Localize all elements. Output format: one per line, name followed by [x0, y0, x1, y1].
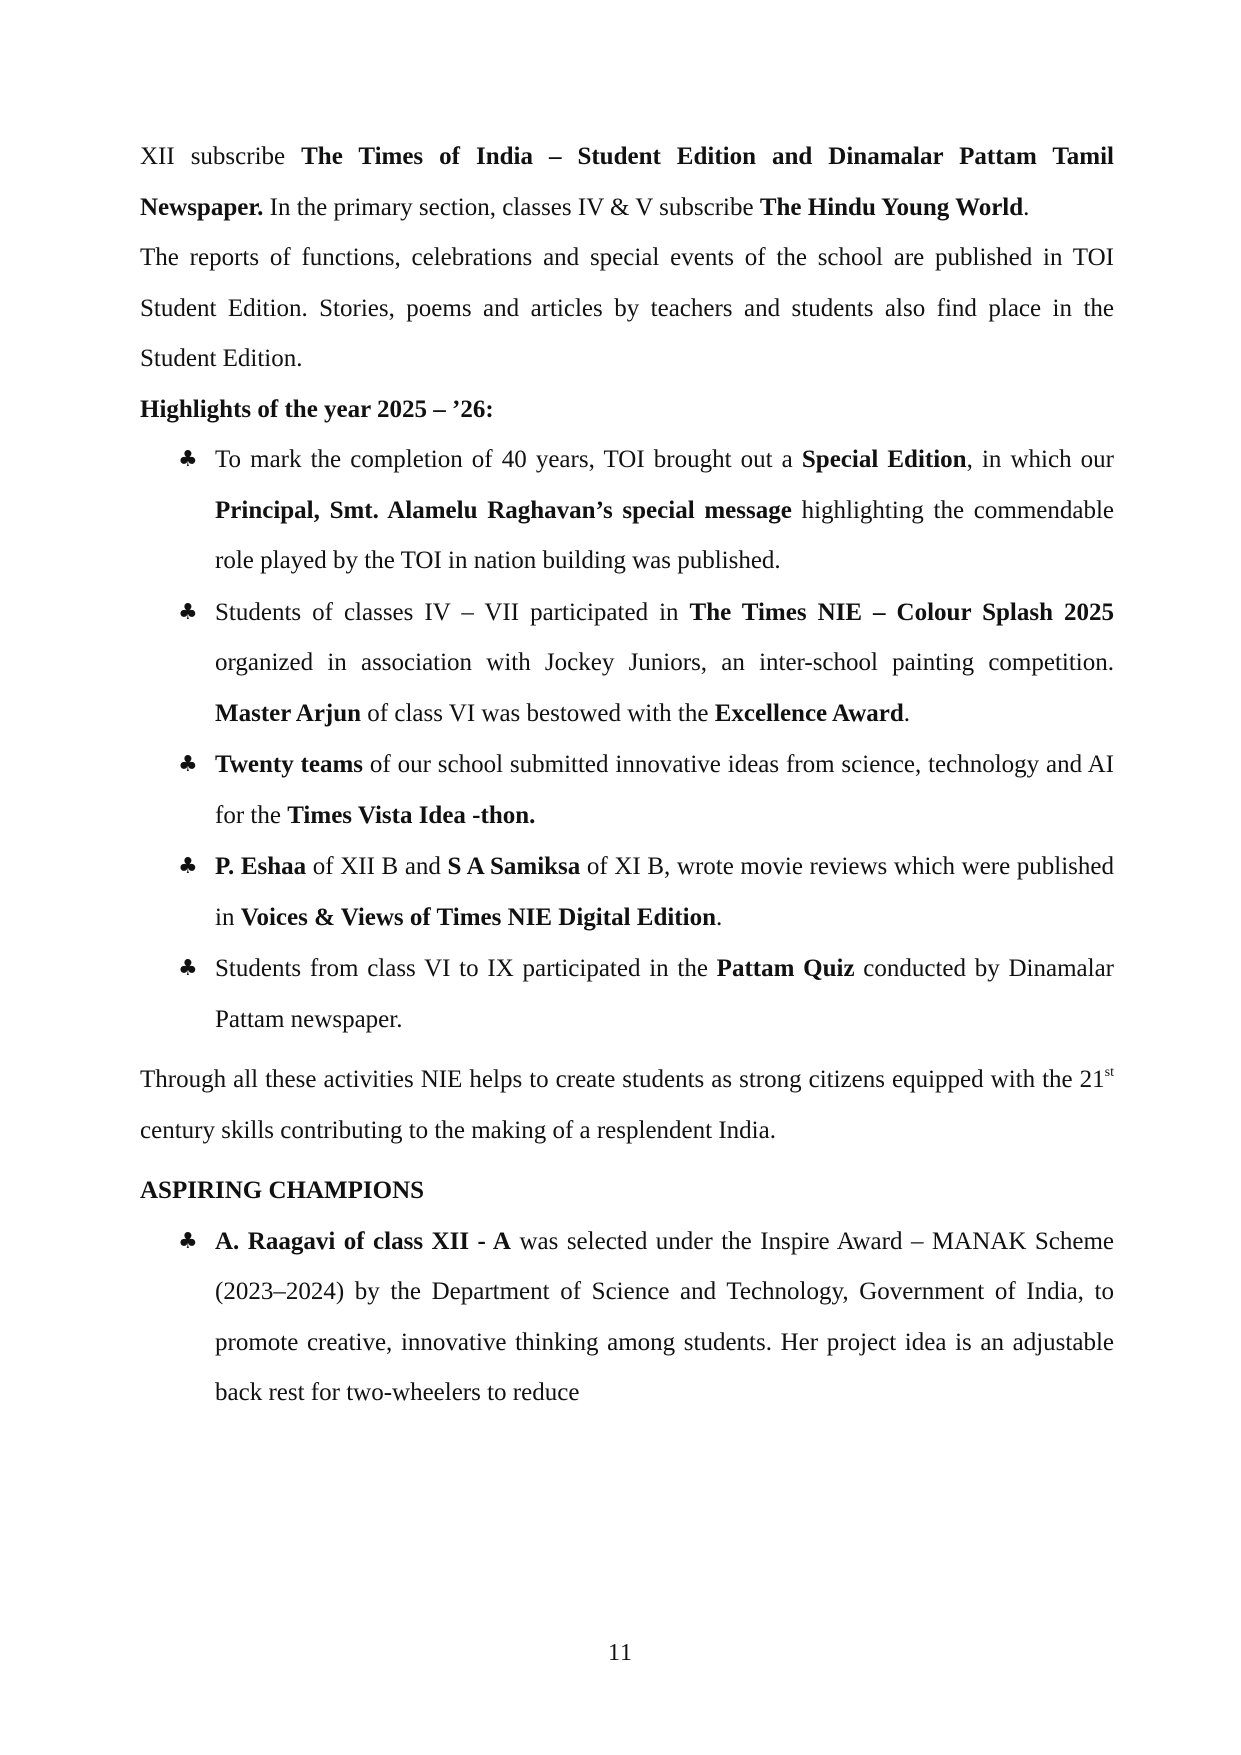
bold-text-run: Pattam Quiz: [716, 955, 855, 982]
bold-text-run: Principal, Smt. Alamelu Raghavan’s special message: [215, 496, 792, 524]
bold-text-run: Special Edition: [801, 446, 967, 473]
club-suit-icon: ♣: [178, 1228, 198, 1254]
bold-text-run: S A Samiksa: [447, 853, 581, 880]
bold-text-run: The Times NIE – Colour Splash 2025: [689, 598, 1114, 626]
bold-text-run: The Hindu Young World: [759, 193, 1024, 221]
page-number: 11: [607, 1640, 634, 1666]
list-item: [140, 944, 1114, 1045]
intro-paragraph-reports: The reports of functions, celebrations and special events of the school are published in TOI Student Edition. Stories, poems and articles by teachers and students also find place in the Student Edition.: [140, 244, 1114, 372]
text-run: of XII B and: [306, 853, 448, 880]
list-item: [140, 842, 1114, 943]
text-run: XII subscribe: [140, 143, 302, 170]
text-run: .: [1023, 193, 1030, 221]
text-run: Students from class VI to IX participated in the: [215, 955, 717, 982]
bold-text-run: Times Vista Idea -thon.: [287, 801, 536, 829]
club-suit-icon: ♣: [178, 752, 198, 777]
text-run: highlighting the commendable role played by the TOI in nation building was published.: [215, 496, 1114, 574]
text-run: of class VI was bestowed with the: [361, 699, 715, 727]
highlights-heading: Highlights of the year 2025 – ’26:: [140, 395, 494, 423]
text-run: .: [715, 903, 723, 931]
text-run: century skills contributing to the making of a resplendent India.: [140, 1116, 776, 1144]
bold-text-run: Master Arjun: [215, 699, 362, 727]
intro-paragraph-newspapers: [140, 132, 1114, 233]
club-suit-icon: ♣: [178, 956, 198, 981]
closing-paragraph: [140, 1055, 1114, 1156]
list-item: [140, 435, 1114, 587]
text-run: , in which our: [966, 446, 1115, 473]
bold-text-run: Voices & Views of Times NIE Digital Edition: [240, 903, 716, 931]
bold-text-run: A. Raagavi of class XII - A: [215, 1227, 511, 1255]
bold-text-run: P. Eshaa: [215, 853, 307, 880]
aspiring-champions-heading: ASPIRING CHAMPIONS: [140, 1177, 425, 1204]
list-item: [140, 1217, 1114, 1419]
text-run: .: [903, 699, 911, 727]
club-suit-icon: ♣: [178, 599, 198, 625]
text-run: conducted by Dinamalar Pattam newspaper.: [215, 955, 1114, 1033]
text-run: In the primary section, classes IV & V subscribe: [263, 193, 760, 221]
bold-text-run: The Times of India – Student Edition and Dinamalar Pattam Tamil Newspaper.: [140, 143, 1114, 221]
text-run: of our school submitted innovative ideas from science, technology and AI for the: [215, 751, 1114, 829]
highlights-list: [140, 435, 1114, 1045]
text-run: organized in association with Jockey Juniors, an inter-school painting competition.: [215, 649, 1114, 676]
text-run: Through all these activities NIE helps to create students as strong citizens equipped with the 21: [140, 1066, 1105, 1093]
text-run: of XI B, wrote movie reviews which were published in: [215, 853, 1115, 931]
text-run: To mark the completion of 40 years, TOI brought out a: [215, 446, 802, 473]
superscript: st: [1104, 1065, 1114, 1080]
list-item: [140, 740, 1114, 841]
bold-text-run: Excellence Award: [714, 699, 904, 727]
aspiring-list: [140, 1217, 1114, 1419]
bold-text-run: Twenty teams: [215, 751, 364, 778]
list-item: [140, 588, 1114, 740]
club-suit-icon: ♣: [178, 854, 198, 879]
text-run: Students of classes IV – VII participated in: [215, 598, 690, 626]
club-suit-icon: ♣: [178, 447, 198, 472]
text-run: was selected under the Inspire Award – MANAK Scheme (2023–2024) by the Department of Science and Technology, Government of India, to promote creative, innovative thinking among students. Her project idea is an adjustable back rest for two-wheelers to reduce: [215, 1227, 1114, 1406]
page-content: [140, 132, 1114, 1420]
